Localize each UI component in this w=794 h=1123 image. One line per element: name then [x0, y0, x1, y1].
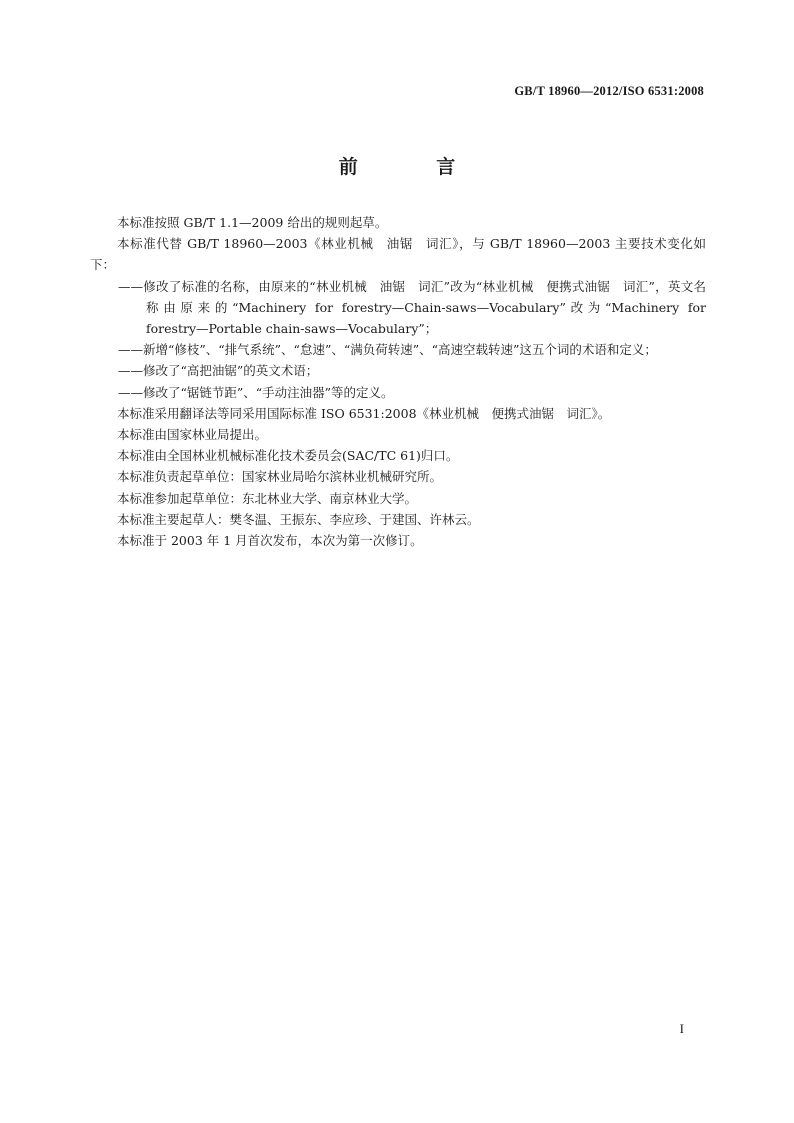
list-item-change: ——修改了“锯链节距”、“手动注油器”等的定义。: [118, 384, 394, 400]
paragraph-adoption: 本标准采用翻译法等同采用国际标准 ISO 6531:2008《林业机械 便携式油锯 词汇》。: [117, 405, 611, 421]
paragraph-authors: 本标准主要起草人：樊冬温、王振东、李应珍、于建国、许林云。: [117, 511, 480, 527]
standard-number: GB/T 18960—2012/ISO 6531:2008: [514, 84, 704, 98]
list-item-change: ——修改了“高把油锯”的英文术语；: [118, 363, 319, 379]
paragraph-history: 本标准于 2003 年 1 月首次发布，本次为第一次修订。: [117, 533, 423, 549]
page-number: I: [679, 1021, 684, 1036]
paragraph-lead-drafter: 本标准负责起草单位：国家林业局哈尔滨林业机械研究所。: [117, 469, 443, 485]
list-item-change: ——修改了标准的名称，由原来的“林业机械 油锯 词汇”改为“林业机械 便携式油锯 词汇”，英文名称由原来的“Machinery for forestry—Chain-saws—Vocabulary”改为“Machinery for forestry—Portable chain-saws—Vocabulary”；: [118, 278, 706, 337]
paragraph-replacement: 本标准代替 GB/T 18960—2003《林业机械 油锯 词汇》，与 GB/T 18960—2003 主要技术变化如下：: [90, 236, 706, 273]
paragraph-drafting-rules: 本标准按照 GB/T 1.1—2009 给出的规则起草。: [117, 215, 388, 230]
page-title: 前 言: [338, 156, 492, 178]
paragraph-committee: 本标准由全国林业机械标准化技术委员会(SAC/TC 61)归口。: [117, 448, 459, 464]
list-item-change: ——新增“修枝”、“排气系统”、“怠速”、“满负荷转速”、“高速空载转速”这五个词的术语和定义；: [118, 342, 657, 358]
paragraph-proposer: 本标准由国家林业局提出。: [117, 427, 268, 443]
paragraph-participants: 本标准参加起草单位：东北林业大学、南京林业大学。: [117, 490, 418, 506]
foreword-body: [90, 212, 706, 551]
